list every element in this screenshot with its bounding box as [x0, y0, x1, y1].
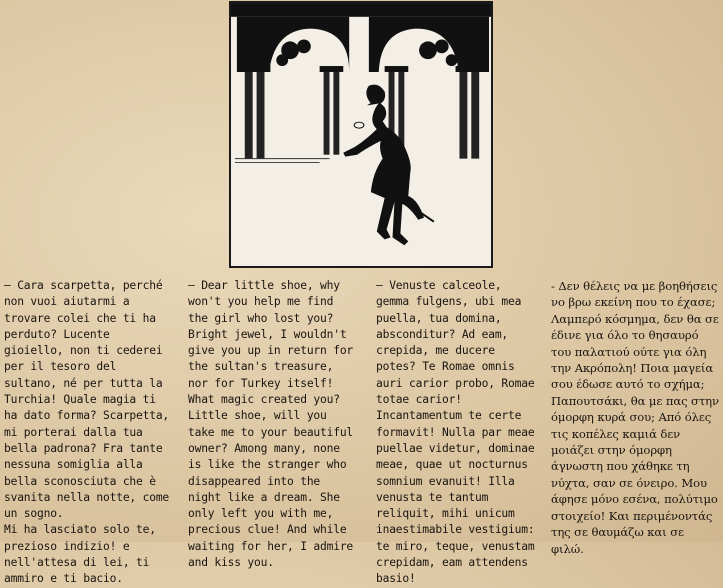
italian-paragraph-2: Mi ha lasciato solo te, prezioso indizio! e nell'attesa di lei, ti ammiro e ti bacio.: [4, 523, 156, 586]
prince-with-slipper-icon: [231, 3, 491, 266]
latin-text-column: [376, 278, 536, 588]
latin-paragraph-1: – Venuste calceole, gemma fulgens, ubi mea puella, tua domina, absconditur? Ad eam, crepida, me ducere potes? Te Romae omnis auri carior probo, Romae totae carior! Incantamentum te certe formavit! Nulla par meae puellae videtur, dominae meae, quae ut nocturnus somnium evanuit! Illa venusta te tantum reliquit, mihi unicum inaestimabile vestigium: te miro, teque, venustam crepidam, eam attendens basio!: [376, 279, 535, 586]
greek-paragraph-1: - Δεν θέλεις να με βοηθήσεις νο βρω εκείνη που το έχασε; Λαμπερό κόσμημα, δεν θα σε έδινε για όλο το θησαυρό του παλατιού ούτε για όλη την Ακρόπολη! Ποια μαγεία σου έδωσε αυτό το σχήμα; Παπουτσάκι, θα με πας στην όμορφη κυρά σου; Από όλες τις κοπέλες καμιά δεν μοιάζει στην όμορφη άγνωστη που χάθηκε τη νύχτα, σαν σε όνειρο. Μου άφησε μόνο εσένα, πολύτιμο στοιχείο! Και περιμένοντάς της σε θαυμάζω και σε φιλώ.: [551, 279, 719, 556]
english-paragraph-1: – Dear little shoe, why won't you help me find the girl who lost you? Bright jewel, I wouldn't give you up in return for the sultan's treasure, nor for Turkey itself! What magic created you? Little shoe, will you take me to your beautiful owner? Among many, none is like the stranger who disappeared into the night like a dream. She only left you with me, precious clue! And while waiting for her, I admire and kiss you.: [188, 279, 354, 570]
english-text-column: [188, 278, 358, 571]
silhouette-illustration: [229, 1, 493, 268]
greek-text-column: [551, 278, 719, 557]
italian-paragraph-1: – Cara scarpetta, perché non vuoi aiutarmi a trovare colei che ti ha perduto? Lucente gioiello, non ti cederei per il tesoro del sultano, né per tutta la Turchia! Quale magia ti ha dato forma? Scarpetta, mi porterai dalla tua bella padrona? Fra tante nessuna somiglia alla bella sconosciuta che è svanita nella notte, come un sogno.: [4, 279, 170, 521]
italian-text-column: [4, 278, 172, 588]
